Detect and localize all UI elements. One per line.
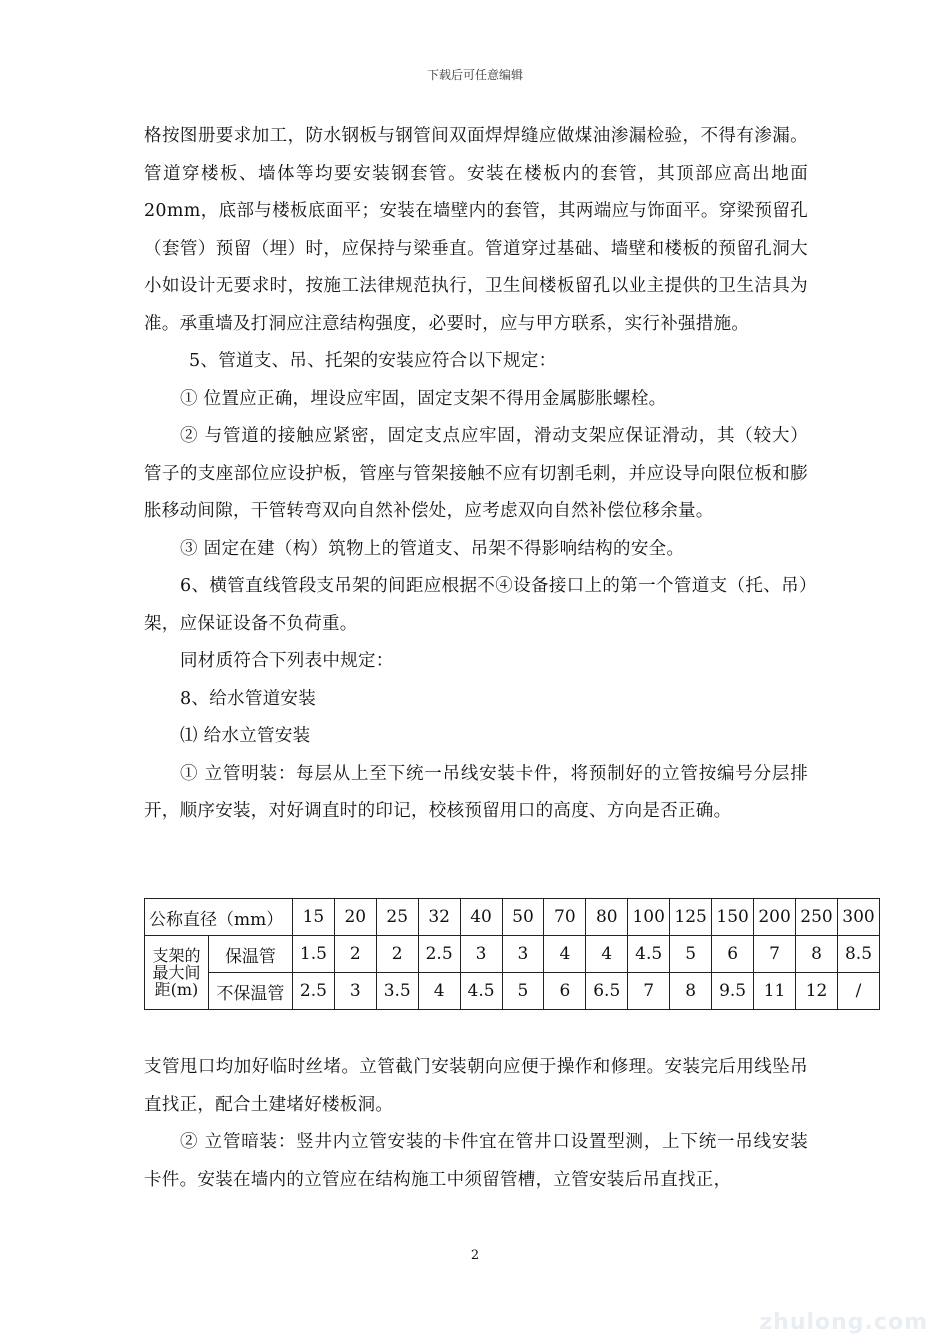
table-cell: 2.5	[292, 973, 334, 1010]
table-header-row	[145, 899, 880, 936]
table-header-cell: 20	[334, 899, 376, 936]
watermark: zhulong.com	[759, 1310, 928, 1335]
table-header-cell: 100	[628, 899, 670, 936]
table-row	[145, 936, 880, 973]
table-header-cell: 32	[418, 899, 460, 936]
table-cell: 4	[544, 936, 586, 973]
table-header-cell: 150	[712, 899, 754, 936]
paragraph-riser-concealed: ② 立管暗装：竖井内立管安装的卡件宜在管井口设置型测，上下统一吊线安装卡件。安装在墙内的立管应在结构施工中须留管槽，立管安装后吊直找正，	[144, 1132, 808, 1190]
table-cell: 12	[796, 973, 838, 1010]
table-cell: 2	[334, 936, 376, 973]
page-number: 2	[470, 1248, 480, 1263]
table-header-label: 公称直径（mm）	[145, 899, 293, 936]
paragraph-item-6: 6、横管直线管段支吊架的间距应根据不④设备接口上的第一个管道支（托、吊）架，应保证设备不负荷重。	[144, 576, 808, 634]
table-cell: 6.5	[586, 973, 628, 1010]
table-cell: 2	[376, 936, 418, 973]
table-cell: 5	[502, 973, 544, 1010]
table-cell: 7	[754, 936, 796, 973]
table-cell: 1.5	[292, 936, 334, 973]
table-header-cell: 50	[502, 899, 544, 936]
paragraph-branch-plugs: 支管甩口均加好临时丝堵。立管截门安装朝向应便于操作和修理。安装完后用线坠吊直找正，配合土建堵好楼板洞。	[144, 1057, 808, 1115]
table-cell: 8.5	[837, 936, 879, 973]
paragraph-sub-1: ① 位置应正确，埋设应牢固，固定支架不得用金属膨胀螺栓。	[180, 388, 667, 409]
table-header-cell: 15	[292, 899, 334, 936]
body-text-bottom	[144, 1049, 808, 1199]
paragraph-material-note: 同材质符合下列表中规定：	[180, 651, 394, 671]
paragraph-sub-2: ② 与管道的接触应紧密，固定支点应牢固，滑动支架应保证滑动，其（较大）管子的支座部位应设护板，管座与管架接触不应有切割毛刺，并应设导向限位板和膨胀移动间隙，干管转弯双向自然补偿处，应考虑双向自然补偿位移余量。	[144, 426, 808, 521]
table-cell: 3	[502, 936, 544, 973]
paragraph-item-5: 5、管道支、吊、托架的安装应符合以下规定：	[189, 351, 557, 371]
table-cell: 6	[712, 936, 754, 973]
table-cell: 5	[670, 936, 712, 973]
paragraph-riser-exposed: ① 立管明装：每层从上至下统一吊线安装卡件，将预制好的立管按编号分层排开，顺序安装，对好调直时的印记，校核预留用口的高度、方向是否正确。	[144, 763, 808, 821]
table-cell: 6	[544, 973, 586, 1010]
table-row	[145, 973, 880, 1010]
body-text-top	[144, 118, 808, 831]
page-header: 下载后可任意编辑	[426, 68, 523, 82]
paragraph-sub-heading: ⑴ 给水立管安装	[180, 726, 311, 746]
table-row-label: 保温管	[208, 936, 292, 973]
table-side-label: 支架的最大间距(m)	[145, 936, 209, 1010]
paragraph-continued: 格按图册要求加工，防水钢板与钢管间双面焊焊缝应做煤油渗漏检验，不得有渗漏。管道穿楼板、墙体等均要安装钢套管。安装在楼板内的套管，其顶部应高出地面20mm，底部与楼板底面平；安装在墙壁内的套管，其两端应与饰面平。穿梁预留孔（套管）预留（埋）时，应保持与梁垂直。管道穿过基础、墙壁和楼板的预留孔洞大小如设计无要求时，按施工法律规范执行，卫生间楼板留孔以业主提供的卫生洁具为准。承重墙及打洞应注意结构强度，必要时，应与甲方联系，实行补强措施。	[144, 126, 808, 334]
table-header-cell: 300	[837, 899, 879, 936]
table-header-cell: 250	[796, 899, 838, 936]
table-cell: 2.5	[418, 936, 460, 973]
table-cell: 9.5	[712, 973, 754, 1010]
table-cell: 8	[796, 936, 838, 973]
table-header-cell: 70	[544, 899, 586, 936]
table-cell: 11	[754, 973, 796, 1010]
support-spacing-table	[144, 898, 880, 1010]
paragraph-sub-3: ③ 固定在建（构）筑物上的管道支、吊架不得影响结构的安全。	[180, 538, 685, 559]
table-cell: 4.5	[628, 936, 670, 973]
table-header-cell: 200	[754, 899, 796, 936]
table-cell: 3	[334, 973, 376, 1010]
table-cell: 8	[670, 973, 712, 1010]
table-row-label: 不保温管	[208, 973, 292, 1010]
table-cell: 4	[586, 936, 628, 973]
table-header-cell: 125	[670, 899, 712, 936]
table-cell: 4	[418, 973, 460, 1010]
table-cell: /	[837, 973, 879, 1010]
table-cell: 3.5	[376, 973, 418, 1010]
table-cell: 4.5	[460, 973, 502, 1010]
table-header-cell: 80	[586, 899, 628, 936]
table-cell: 3	[460, 936, 502, 973]
table-header-cell: 25	[376, 899, 418, 936]
paragraph-item-8: 8、给水管道安装	[180, 688, 317, 709]
table-header-cell: 40	[460, 899, 502, 936]
table-cell: 7	[628, 973, 670, 1010]
